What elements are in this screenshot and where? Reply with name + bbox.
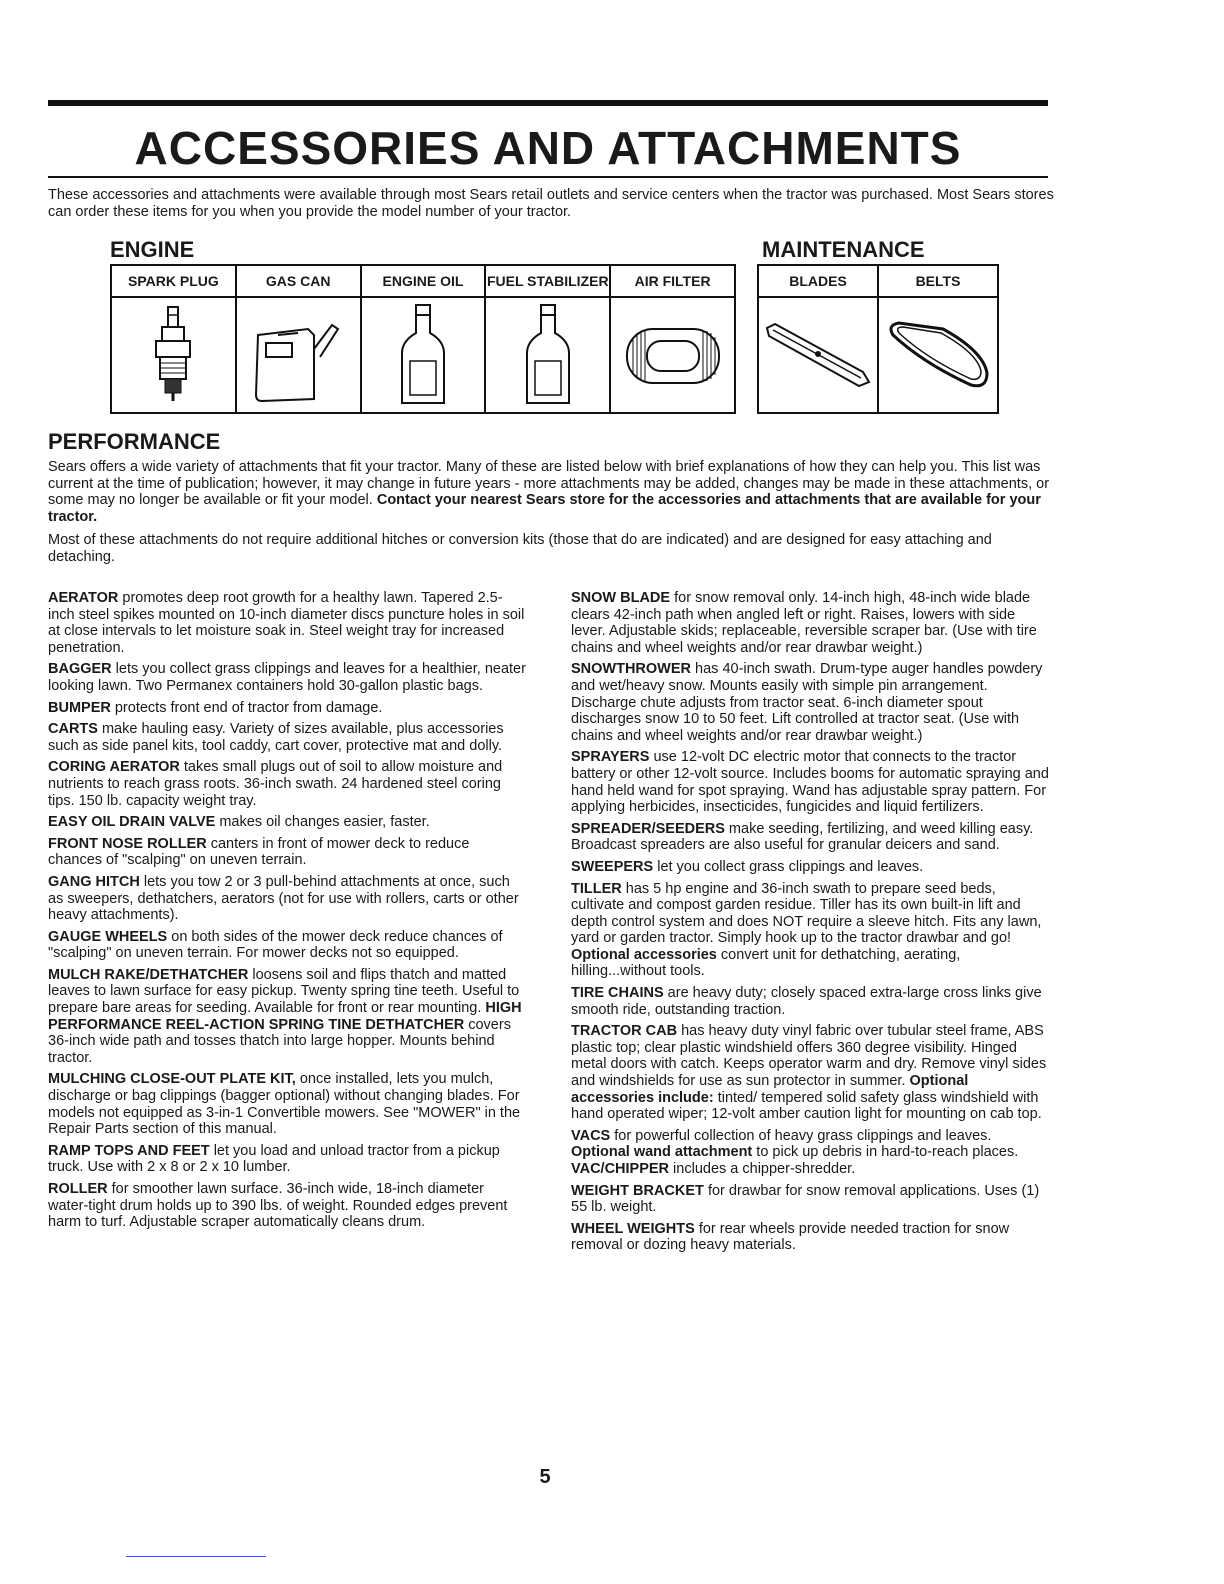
attachment-description: let you collect grass clippings and leaves. xyxy=(653,858,924,875)
attachment-description: for drawbar for snow removal applications. Uses (1) 55 lb. weight. xyxy=(571,1182,1040,1216)
blade-icon xyxy=(763,320,873,390)
attachment-description: has heavy duty vinyl fabric over tubular steel frame, ABS plastic top; clear plastic windshield offers 360 degree visibility. Hinged metal doors with catch. Keeps operator warm and dry. Remove vinyl sides and windshields for use as sun protector in summer. xyxy=(571,1023,1047,1090)
attachment-description: for powerful collection of heavy grass clippings and leaves. xyxy=(610,1127,992,1144)
attachment-description: for smoother lawn surface. 36-inch wide, 18-inch diameter water-tight drum holds up to 390 lbs. of weight. Rounded edges prevent harm to turf. Adjustable scraper automatically cleans drum. xyxy=(48,1181,508,1231)
title-underline xyxy=(48,176,1048,178)
attachment-name: Optional accessories xyxy=(571,946,717,963)
page-number: 5 xyxy=(539,1466,551,1488)
engine-item xyxy=(360,266,485,412)
attachment-entry xyxy=(571,590,1049,656)
engine-item-label: GAS CAN xyxy=(237,266,360,298)
attachment-entry xyxy=(571,749,1049,815)
maintenance-item xyxy=(759,266,877,412)
maintenance-item-label: BELTS xyxy=(879,266,997,298)
attachment-entry xyxy=(48,874,526,924)
performance-intro xyxy=(48,459,1050,525)
attachment-name: TRACTOR CAB xyxy=(571,1023,678,1040)
engine-items-table xyxy=(110,264,736,414)
attachment-entry xyxy=(48,721,526,754)
attachment-name: ROLLER xyxy=(48,1181,108,1197)
attachment-entry xyxy=(571,1221,1049,1254)
performance-note: Most of these attachments do not require additional hitches or conversion kits (those that do are indicated) and are designed for easy attaching and detaching. xyxy=(48,532,992,565)
engine-heading: ENGINE xyxy=(110,237,195,262)
engine-item-label: ENGINE OIL xyxy=(362,266,485,298)
attachment-entry xyxy=(48,1143,526,1176)
attachment-name: WHEEL WEIGHTS xyxy=(571,1220,695,1237)
engine-item-label: SPARK PLUG xyxy=(112,266,235,298)
attachment-description: on both sides of the mower deck reduce chances of "scalping" on uneven terrain. For mower decks not so equipped. xyxy=(48,928,503,962)
attachment-name: CARTS xyxy=(48,721,98,738)
attachment-name: CORING AERATOR xyxy=(48,759,180,776)
belt-icon xyxy=(883,315,993,395)
attachment-entry xyxy=(571,821,1049,854)
attachment-description: protects front end of tractor from damage. xyxy=(110,699,383,716)
attachment-name: Optional accessories include: xyxy=(571,1073,969,1106)
engine-item xyxy=(235,266,360,412)
attachment-description: has 40-inch swath. Drum-type auger handles powdery and wet/heavy snow. Mounts easily with simple pin arrangement. Discharge chute adjusts from tractor seat. 6-inch diameter spout discharges snow 10 to 50 feet. Lift controlled at tractor seat. (Use with chains and wheel weights and/or rear drawbar weight.) xyxy=(571,661,1043,744)
attachment-description: includes a chipper-shredder. xyxy=(669,1161,856,1177)
performance-contact: Contact your nearest Sears store for the accessories and attachments that are available for your tractor. xyxy=(48,492,1041,525)
attachment-name: GANG HITCH xyxy=(48,873,140,890)
attachment-name: BAGGER xyxy=(48,661,112,678)
attachment-description: once installed, lets you mulch, discharge or bag clippings (bagger optional) without changing blades. For models not equipped as 3-in-1 Convertible mowers. See "MOWER" in the Repair Parts section of this manual. xyxy=(48,1071,521,1138)
attachment-description: convert unit for dethatching, aerating, hilling...without tools. xyxy=(571,946,961,980)
attachment-entry xyxy=(571,661,1049,744)
intro-text: These accessories and attachments were available through most Sears retail outlets and service centers when the tractor was purchased. Most Sears stores can order these items for you when you provide the model number of your tractor. xyxy=(48,187,1054,220)
attachment-entry xyxy=(571,1023,1049,1123)
attachment-description: has 5 hp engine and 36-inch swath to prepare seed beds, cultivate and compost garden residue. Tiller has its own built-in lift and depth control system and does NOT require a sleeve hitch. Fits any lawn, yard or garden tractor. Simply hook up to the tractor drawbar and go! xyxy=(571,880,1042,947)
maintenance-item xyxy=(877,266,997,412)
attachment-name: TILLER xyxy=(571,880,622,897)
maintenance-heading: MAINTENANCE xyxy=(762,237,925,262)
oil-bottle-icon xyxy=(398,303,448,407)
maintenance-item-label: BLADES xyxy=(759,266,877,298)
attachment-entry xyxy=(48,1071,526,1137)
footer-line xyxy=(126,1556,266,1557)
attachment-name: VACS xyxy=(571,1127,611,1144)
attachment-entry xyxy=(48,967,526,1067)
attachment-entry xyxy=(48,929,526,962)
attachment-entry xyxy=(571,1183,1049,1216)
top-rule xyxy=(48,100,1048,106)
engine-item-label: AIR FILTER xyxy=(611,266,734,298)
engine-item xyxy=(112,266,235,412)
attachment-description: make seeding, fertilizing, and weed killing easy. Broadcast spreaders are also useful for granular deicers and sand. xyxy=(571,820,1034,854)
attachment-description: promotes deep root growth for a healthy lawn. Tapered 2.5-inch steel spikes mounted on 10-inch diameter discs puncture holes in soil at close intervals to let moisture soak in. Steel weight tray for increased penetration. xyxy=(48,590,525,656)
gas-can-icon xyxy=(248,305,348,405)
spark-plug-icon xyxy=(148,305,198,405)
attachment-name: SPRAYERS xyxy=(571,749,650,766)
attachment-description: make hauling easy. Variety of sizes available, plus accessories such as side panel kits, tool caddy, cart cover, protective mat and dolly. xyxy=(48,721,504,754)
attachment-entry xyxy=(48,836,526,869)
attachment-name: RAMP TOPS AND FEET xyxy=(48,1142,210,1159)
attachment-description: canters in front of mower deck to reduce chances of "scalping" on uneven terrain. xyxy=(48,835,470,869)
attachment-name: BUMPER xyxy=(48,699,111,716)
attachment-entry xyxy=(571,985,1049,1018)
attachment-entry xyxy=(48,814,526,831)
attachment-entry xyxy=(571,1128,1049,1178)
attachment-description: use 12-volt DC electric motor that connects to the tractor battery or other 12-volt source. Includes booms for automatic spraying and hand held wand for spot spraying. Wand has adjustable spray pattern. For applying herbicides, insecticides, fungicides and liquid fertilizers. xyxy=(571,749,1049,816)
air-filter-icon xyxy=(623,315,723,395)
page-title: ACCESSORIES AND ATTACHMENTS xyxy=(134,122,962,174)
attachment-name: TIRE CHAINS xyxy=(571,985,664,1002)
attachment-entry xyxy=(48,700,526,717)
attachment-entry xyxy=(571,881,1049,981)
attachment-name: HIGH PERFORMANCE REEL-ACTION SPRING TINE DETHATCHER xyxy=(48,1000,522,1033)
attachment-description: tinted/ tempered solid safety glass windshield with hand operated wiper; 12-volt amber caution light for mounting on cab top. xyxy=(571,1089,1042,1123)
attachment-entry xyxy=(48,661,526,694)
attachment-name: SPREADER/SEEDERS xyxy=(571,820,725,837)
engine-item-label: FUEL STABILIZER xyxy=(486,266,609,298)
attachment-description: are heavy duty; closely spaced extra-large cross links give smooth ride, outstanding traction. xyxy=(571,985,1042,1018)
attachment-name: FRONT NOSE ROLLER xyxy=(48,835,207,852)
engine-item xyxy=(609,266,734,412)
attachment-name: AERATOR xyxy=(48,590,119,606)
engine-item xyxy=(484,266,609,412)
attachment-description: makes oil changes easier, faster. xyxy=(215,814,430,831)
attachment-name: WEIGHT BRACKET xyxy=(571,1182,704,1199)
attachment-description: for rear wheels provide needed traction for snow removal or dozing heavy materials. xyxy=(571,1220,1010,1254)
right-attachment-list xyxy=(571,590,1049,1259)
maintenance-items-table xyxy=(757,264,999,414)
attachment-name: VAC/CHIPPER xyxy=(571,1161,670,1177)
stabilizer-bottle-icon xyxy=(523,303,573,407)
attachment-description: to pick up debris in hard-to-reach places. xyxy=(752,1144,1019,1161)
attachment-name: EASY OIL DRAIN VALVE xyxy=(48,814,216,831)
attachment-description: for snow removal only. 14-inch high, 48-inch wide blade clears 42-inch path when angled left or right. Raises, lowers with side lever. Adjustable skids; replaceable, reversible scraper bar. (Use with tire chains and wheel weights and/or rear drawbar weight.) xyxy=(571,590,1037,656)
attachment-name: GAUGE WHEELS xyxy=(48,928,168,945)
left-attachment-list xyxy=(48,590,526,1236)
performance-heading: PERFORMANCE xyxy=(48,429,221,454)
attachment-name: SNOW BLADE xyxy=(571,590,671,606)
attachment-entry xyxy=(571,859,1049,876)
attachment-description: lets you tow 2 or 3 pull-behind attachments at once, such as sweepers, dethatchers, aerators (not for use with rollers, carts or other heavy attachments). xyxy=(48,873,519,924)
attachment-entry xyxy=(48,590,526,656)
attachment-description: takes small plugs out of soil to allow moisture and nutrients to reach grass roots. 36-inch swath. 24 hardened steel coring tips. 150 lb. capacity weight tray. xyxy=(48,759,503,809)
attachment-description: let you load and unload tractor from a pickup truck. Use with 2 x 8 or 2 x 10 lumber. xyxy=(48,1142,500,1176)
attachment-name: SWEEPERS xyxy=(571,858,654,875)
attachment-name: MULCHING CLOSE-OUT PLATE KIT, xyxy=(48,1071,296,1088)
attachment-name: SNOWTHROWER xyxy=(571,661,692,678)
attachment-description: lets you collect grass clippings and leaves for a healthier, neater looking lawn. Two Permanex containers hold 30-gallon plastic bags. xyxy=(48,661,526,694)
performance-text: Sears offers a wide variety of attachments that fit your tractor. Many of these are listed below with brief explanations of how they can help you. This list was current at the time of publication; however, it may change in future years - more attachments may be added, changes may be made in these attachments, or some may no longer be available or fit your model. xyxy=(48,459,1050,508)
attachment-name: Optional wand attachment xyxy=(571,1144,753,1161)
attachment-name: MULCH RAKE/DETHATCHER xyxy=(48,966,249,983)
attachment-entry xyxy=(48,1181,526,1231)
attachment-description: covers 36-inch wide path and tosses thatch into large hopper. Mounts behind tractor. xyxy=(48,1016,511,1066)
attachment-entry xyxy=(48,759,526,809)
attachment-description: loosens soil and flips thatch and matted leaves to lawn surface for easy pickup. Twenty spring tine teeth. Useful to prepare bare areas for seeding. Available for front or rear mounting. xyxy=(48,966,520,1017)
